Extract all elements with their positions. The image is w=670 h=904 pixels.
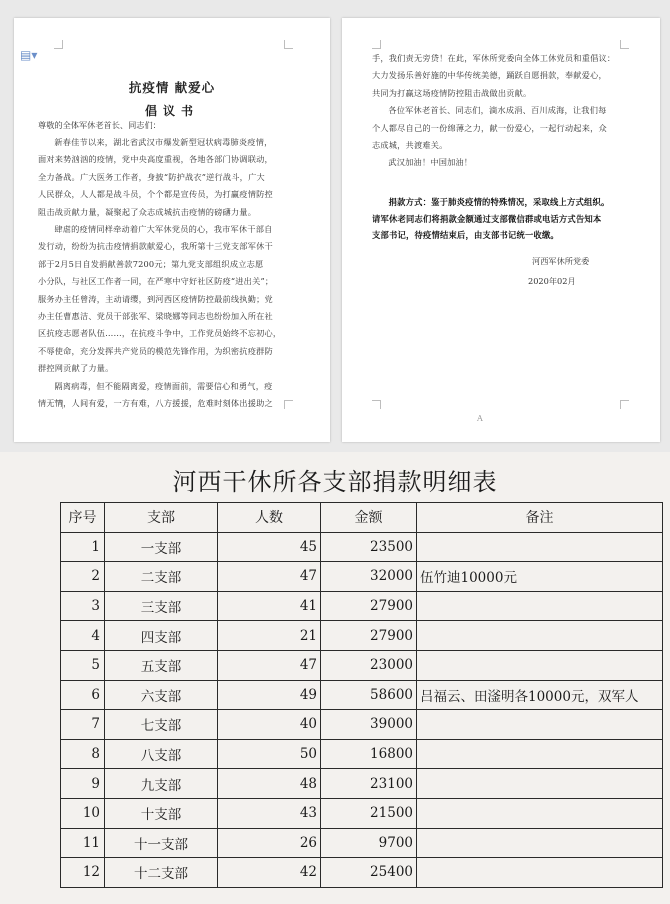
cell-amount: 25400 <box>321 858 417 888</box>
cell-index: 11 <box>61 828 105 858</box>
table-row <box>61 680 663 710</box>
cell-index: 1 <box>61 532 105 562</box>
cell-note <box>417 591 663 621</box>
cell-index: 12 <box>61 858 105 888</box>
cell-count: 26 <box>218 828 321 858</box>
cell-branch: 八支部 <box>105 739 218 769</box>
letter-line: 志成城，共渡难关。 <box>372 140 448 151</box>
cell-count: 43 <box>218 798 321 828</box>
signature-date: 2020年02月 <box>528 276 576 286</box>
letter-line: 共同为打赢这场疫情防控阻击战做出贡献。 <box>372 87 532 98</box>
margin-mark <box>620 40 629 49</box>
cell-note <box>417 650 663 680</box>
letter-line: 请军休老同志们将捐款金额通过支部微信群或电话方式告知本 <box>372 213 602 224</box>
cell-branch: 六支部 <box>105 680 218 710</box>
cell-index: 7 <box>61 710 105 740</box>
table-row <box>61 710 663 740</box>
header-amount: 金额 <box>321 503 417 533</box>
cell-branch: 七支部 <box>105 710 218 740</box>
table-title: 河西干休所各支部捐款明细表 <box>172 468 498 496</box>
letter-line: 肆虐的疫情同样牵动着广大军休党员的心，我市军休干部自 <box>54 224 273 235</box>
cell-note <box>417 769 663 799</box>
cell-note <box>417 710 663 740</box>
cell-note <box>417 532 663 562</box>
letter-line: 手，我们责无旁贷！在此，军休所党委向全体工休党员和重倡议： <box>372 53 616 63</box>
cell-note <box>417 621 663 651</box>
letter-line: 人民群众，人人都是战斗员，个个都是宣传员，为打赢疫情防控 <box>38 189 273 200</box>
margin-mark <box>620 400 629 409</box>
cell-count: 48 <box>218 769 321 799</box>
margin-mark <box>54 40 63 49</box>
letter-line: 发行动，纷纷为抗击疫情捐款献爱心，我所第十三党支部军休干 <box>38 241 273 252</box>
letter-title: 抗疫情 献爱心 <box>128 80 216 95</box>
cell-count: 49 <box>218 680 321 710</box>
table-row <box>61 591 663 621</box>
header-index: 序号 <box>61 503 105 533</box>
cell-amount: 27900 <box>321 591 417 621</box>
cell-branch: 三支部 <box>105 591 218 621</box>
document-icon[interactable]: ▤▾ <box>20 48 38 62</box>
page-mark: A <box>477 414 483 423</box>
cell-index: 8 <box>61 739 105 769</box>
letter-line: 大力发扬乐善好施的中华传统美德，踊跃自愿捐款，奉献爱心， <box>372 70 607 81</box>
cell-count: 41 <box>218 591 321 621</box>
header-note: 备注 <box>417 503 663 533</box>
cell-note <box>417 828 663 858</box>
cell-amount: 23500 <box>321 532 417 562</box>
cell-amount: 23000 <box>321 650 417 680</box>
cell-note: 吕福云、田滏明各10000元，双军人 <box>417 680 663 710</box>
header-branch: 支部 <box>105 503 218 533</box>
cell-index: 6 <box>61 680 105 710</box>
cell-branch: 二支部 <box>105 562 218 592</box>
cell-amount: 9700 <box>321 828 417 858</box>
cell-branch: 一支部 <box>105 532 218 562</box>
cell-index: 3 <box>61 591 105 621</box>
cell-count: 47 <box>218 650 321 680</box>
cell-amount: 27900 <box>321 621 417 651</box>
letter-line: 新春佳节以来，湖北省武汉市爆发新型冠状病毒肺炎疫情， <box>54 137 273 147</box>
table-header-row <box>61 503 663 533</box>
cell-index: 2 <box>61 562 105 592</box>
table-row <box>61 858 663 888</box>
margin-mark <box>284 40 293 49</box>
letter-line: 办主任曹惠洁、党员干部张军、梁晓娜等同志也纷纷加入所在社 <box>38 311 273 322</box>
cell-count: 42 <box>218 858 321 888</box>
cell-branch: 四支部 <box>105 621 218 651</box>
donation-method <box>372 194 644 244</box>
letter-line: 服务办主任曾涛，主动请缨，到河西区疫情防控最前线执勤；党 <box>38 293 273 304</box>
cell-note: 伍竹迪10000元 <box>417 562 663 592</box>
letter-line: 情无情，人间有爱，一方有难，八方援援，危难时刻体出援助之 <box>38 398 273 409</box>
letter-line: 捐款方式：鉴于肺炎疫情的特殊情况，采取线上方式组织。 <box>388 197 610 207</box>
table-row <box>61 532 663 562</box>
cell-index: 10 <box>61 798 105 828</box>
cell-amount: 32000 <box>321 562 417 592</box>
letter-body-left <box>38 134 314 413</box>
signature-org: 河西军休所党委 <box>532 256 590 266</box>
cell-branch: 十二支部 <box>105 858 218 888</box>
table-row <box>61 828 663 858</box>
cell-branch: 五支部 <box>105 650 218 680</box>
letter-line: 阻击战贡献力量，凝聚起了众志成城抗击疫情的磅礴力量。 <box>38 206 257 217</box>
table-row <box>61 562 663 592</box>
cell-amount: 23100 <box>321 769 417 799</box>
cell-note <box>417 798 663 828</box>
letter-line: 部于2月5日自发捐献善款7200元；第九党支部组织成立志愿 <box>38 258 264 269</box>
table-row <box>61 650 663 680</box>
cell-branch: 十一支部 <box>105 828 218 858</box>
cell-note <box>417 858 663 888</box>
margin-mark <box>372 40 381 49</box>
letter-line: 支部书记，待疫情结束后，由支部书记统一收缴。 <box>372 230 559 240</box>
letter-line: 不辱使命，充分发挥共产党员的模范先锋作用，为织密抗疫群防 <box>38 345 273 356</box>
cell-count: 21 <box>218 621 321 651</box>
table-row <box>61 621 663 651</box>
letter-line: 小分队，与社区工作者一同，在严寒中守好社区防疫“进出关”； <box>38 276 274 287</box>
letter-line: 各位军休老首长、同志们，滴水成涓、百川成海，让我们每 <box>388 105 607 116</box>
table-row <box>61 739 663 769</box>
letter-subtitle: 倡议书 <box>144 104 199 118</box>
letter-line: 群控网贡献了力量。 <box>38 363 114 374</box>
cell-index: 5 <box>61 650 105 680</box>
letter-page-1 <box>14 18 330 442</box>
cell-branch: 十支部 <box>105 798 218 828</box>
cell-count: 47 <box>218 562 321 592</box>
table-row <box>61 769 663 799</box>
letter-salutation: 尊敬的全体军休老首长、同志们： <box>38 120 161 130</box>
letter-line: 全力备战。广大医务工作者，身披“防护战衣”逆行战斗，广大 <box>38 171 265 182</box>
cell-count: 40 <box>218 710 321 740</box>
letter-line: 隔离病毒，但不能隔离爱，疫情面前，需要信心和勇气，疫 <box>54 380 273 391</box>
letter-line: 个人都尽自己的一份绵薄之力，献一份爱心，一起行动起来，众 <box>372 122 607 133</box>
letter-page-2 <box>342 18 660 442</box>
cell-branch: 九支部 <box>105 769 218 799</box>
letter-line: 区抗疫志愿者队伍……，在抗疫斗争中，工作党员始终不忘初心， <box>38 328 282 339</box>
letter-line: 面对来势汹汹的疫情，党中央高度重视，各地各部门协调联动， <box>38 154 273 165</box>
donation-table <box>60 502 663 888</box>
cell-amount: 58600 <box>321 680 417 710</box>
letter-body-right <box>372 50 642 172</box>
margin-mark <box>372 400 381 409</box>
cell-amount: 16800 <box>321 739 417 769</box>
cell-amount: 21500 <box>321 798 417 828</box>
table-row <box>61 798 663 828</box>
cell-index: 4 <box>61 621 105 651</box>
cell-index: 9 <box>61 769 105 799</box>
cell-amount: 39000 <box>321 710 417 740</box>
letter-line: 武汉加油！中国加油！ <box>388 157 473 168</box>
cell-count: 50 <box>218 739 321 769</box>
cell-note <box>417 739 663 769</box>
cell-count: 45 <box>218 532 321 562</box>
header-count: 人数 <box>218 503 321 533</box>
